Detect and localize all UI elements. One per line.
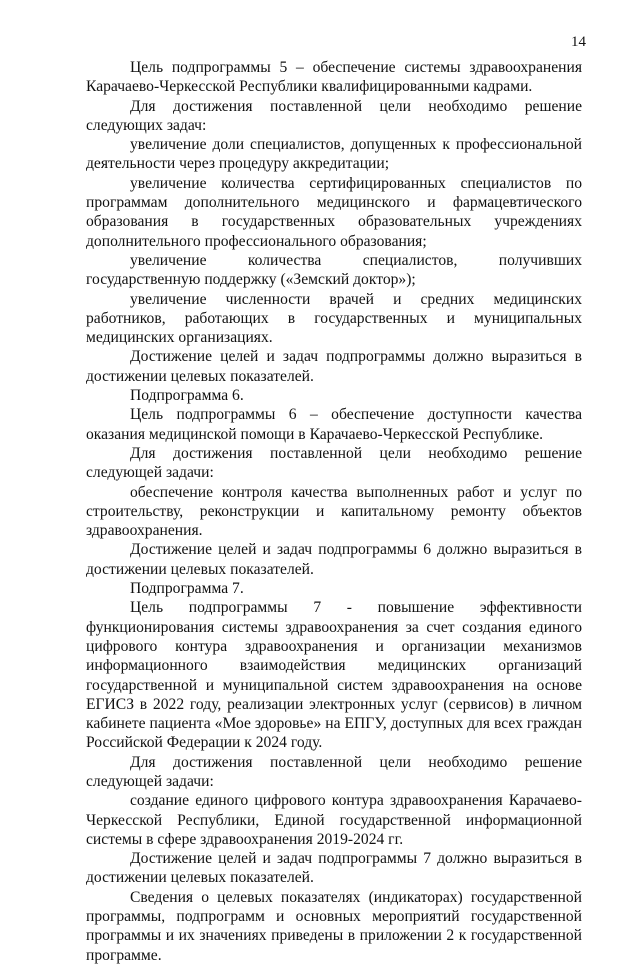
paragraph-task-zemsky-doctor: увеличение количества специалистов, получивших государственную поддержку («Земский доктор»); (86, 251, 582, 289)
paragraph-subprogram-7-goal: Цель подпрограммы 7 - повышение эффективности функционирования системы здравоохранения за счет создания единого цифрового контура здравоохранения и организации механизмов информационного взаимодействия медицинских организаций государственной и муниципальной систем здравоохранения на основе ЕГИСЗ в 2022 году, реализации электронных услуг (сервисов) в личном кабинете пациента «Мое здоровье» на ЕПГУ, доступных для всех граждан Российской Федерации к 2024 году. (86, 599, 582, 752)
paragraph-targets-achievement-6: Достижение целей и задач подпрограммы 6 должно выразиться в достижении целевых показателей. (86, 541, 582, 578)
paragraph-task-intro-7: Для достижения поставленной цели необходимо решение следующей задачи: (86, 753, 582, 790)
paragraph-task-medical-workers: увеличение численности врачей и средних медицинских работников, работающих в государственных и муниципальных медицинских организациях. (86, 290, 582, 347)
document-body (86, 58, 582, 965)
paragraph-indicators-info: Сведения о целевых показателях (индикаторах) государственной программы, подпрограмм и основных мероприятий государственной программы и их значениях приведены в приложении 2 к государственной программе. (86, 888, 582, 964)
paragraph-task-intro-6: Для достижения поставленной цели необходимо решение следующей задачи: (86, 444, 582, 482)
paragraph-task-accreditation: увеличение доли специалистов, допущенных к профессиональной деятельности через процедуру аккредитации; (86, 136, 582, 173)
paragraph-tasks-intro: Для достижения поставленной цели необходимо решение следующих задач: (86, 97, 582, 134)
paragraph-task-certified-specialists: увеличение количества сертифицированных специалистов по программам дополнительного медицинского и фармацевтического образования в государственных образовательных учреждениях дополнительного профессионального образования; (86, 174, 582, 250)
heading-subprogram-6: Подпрограмма 6. (130, 387, 244, 405)
paragraph-task-digital-contour: создание единого цифрового контура здравоохранения Карачаево-Черкесской Республики, Единой государственной информационной системы в сфере здравоохранения 2019-2024 гг. (86, 792, 582, 848)
paragraph-task-quality-control: обеспечение контроля качества выполненных работ и услуг по строительству, реконструкции и капитальному ремонту объектов здравоохранения. (86, 483, 582, 540)
page-number: 14 (571, 34, 586, 50)
heading-subprogram-7: Подпрограмма 7. (130, 580, 244, 598)
paragraph-targets-achievement-7: Достижение целей и задач подпрограммы 7 должно выразиться в достижении целевых показателей. (86, 850, 582, 887)
paragraph-subprogram-5-goal: Цель подпрограммы 5 – обеспечение системы здравоохранения Карачаево-Черкесской Республики квалифицированными кадрами. (86, 59, 582, 96)
paragraph-targets-achievement: Достижение целей и задач подпрограммы должно выразиться в достижении целевых показателей. (86, 348, 582, 385)
paragraph-subprogram-6-goal: Цель подпрограммы 6 – обеспечение доступности качества оказания медицинской помощи в Карачаево-Черкесской Республике. (86, 406, 582, 443)
